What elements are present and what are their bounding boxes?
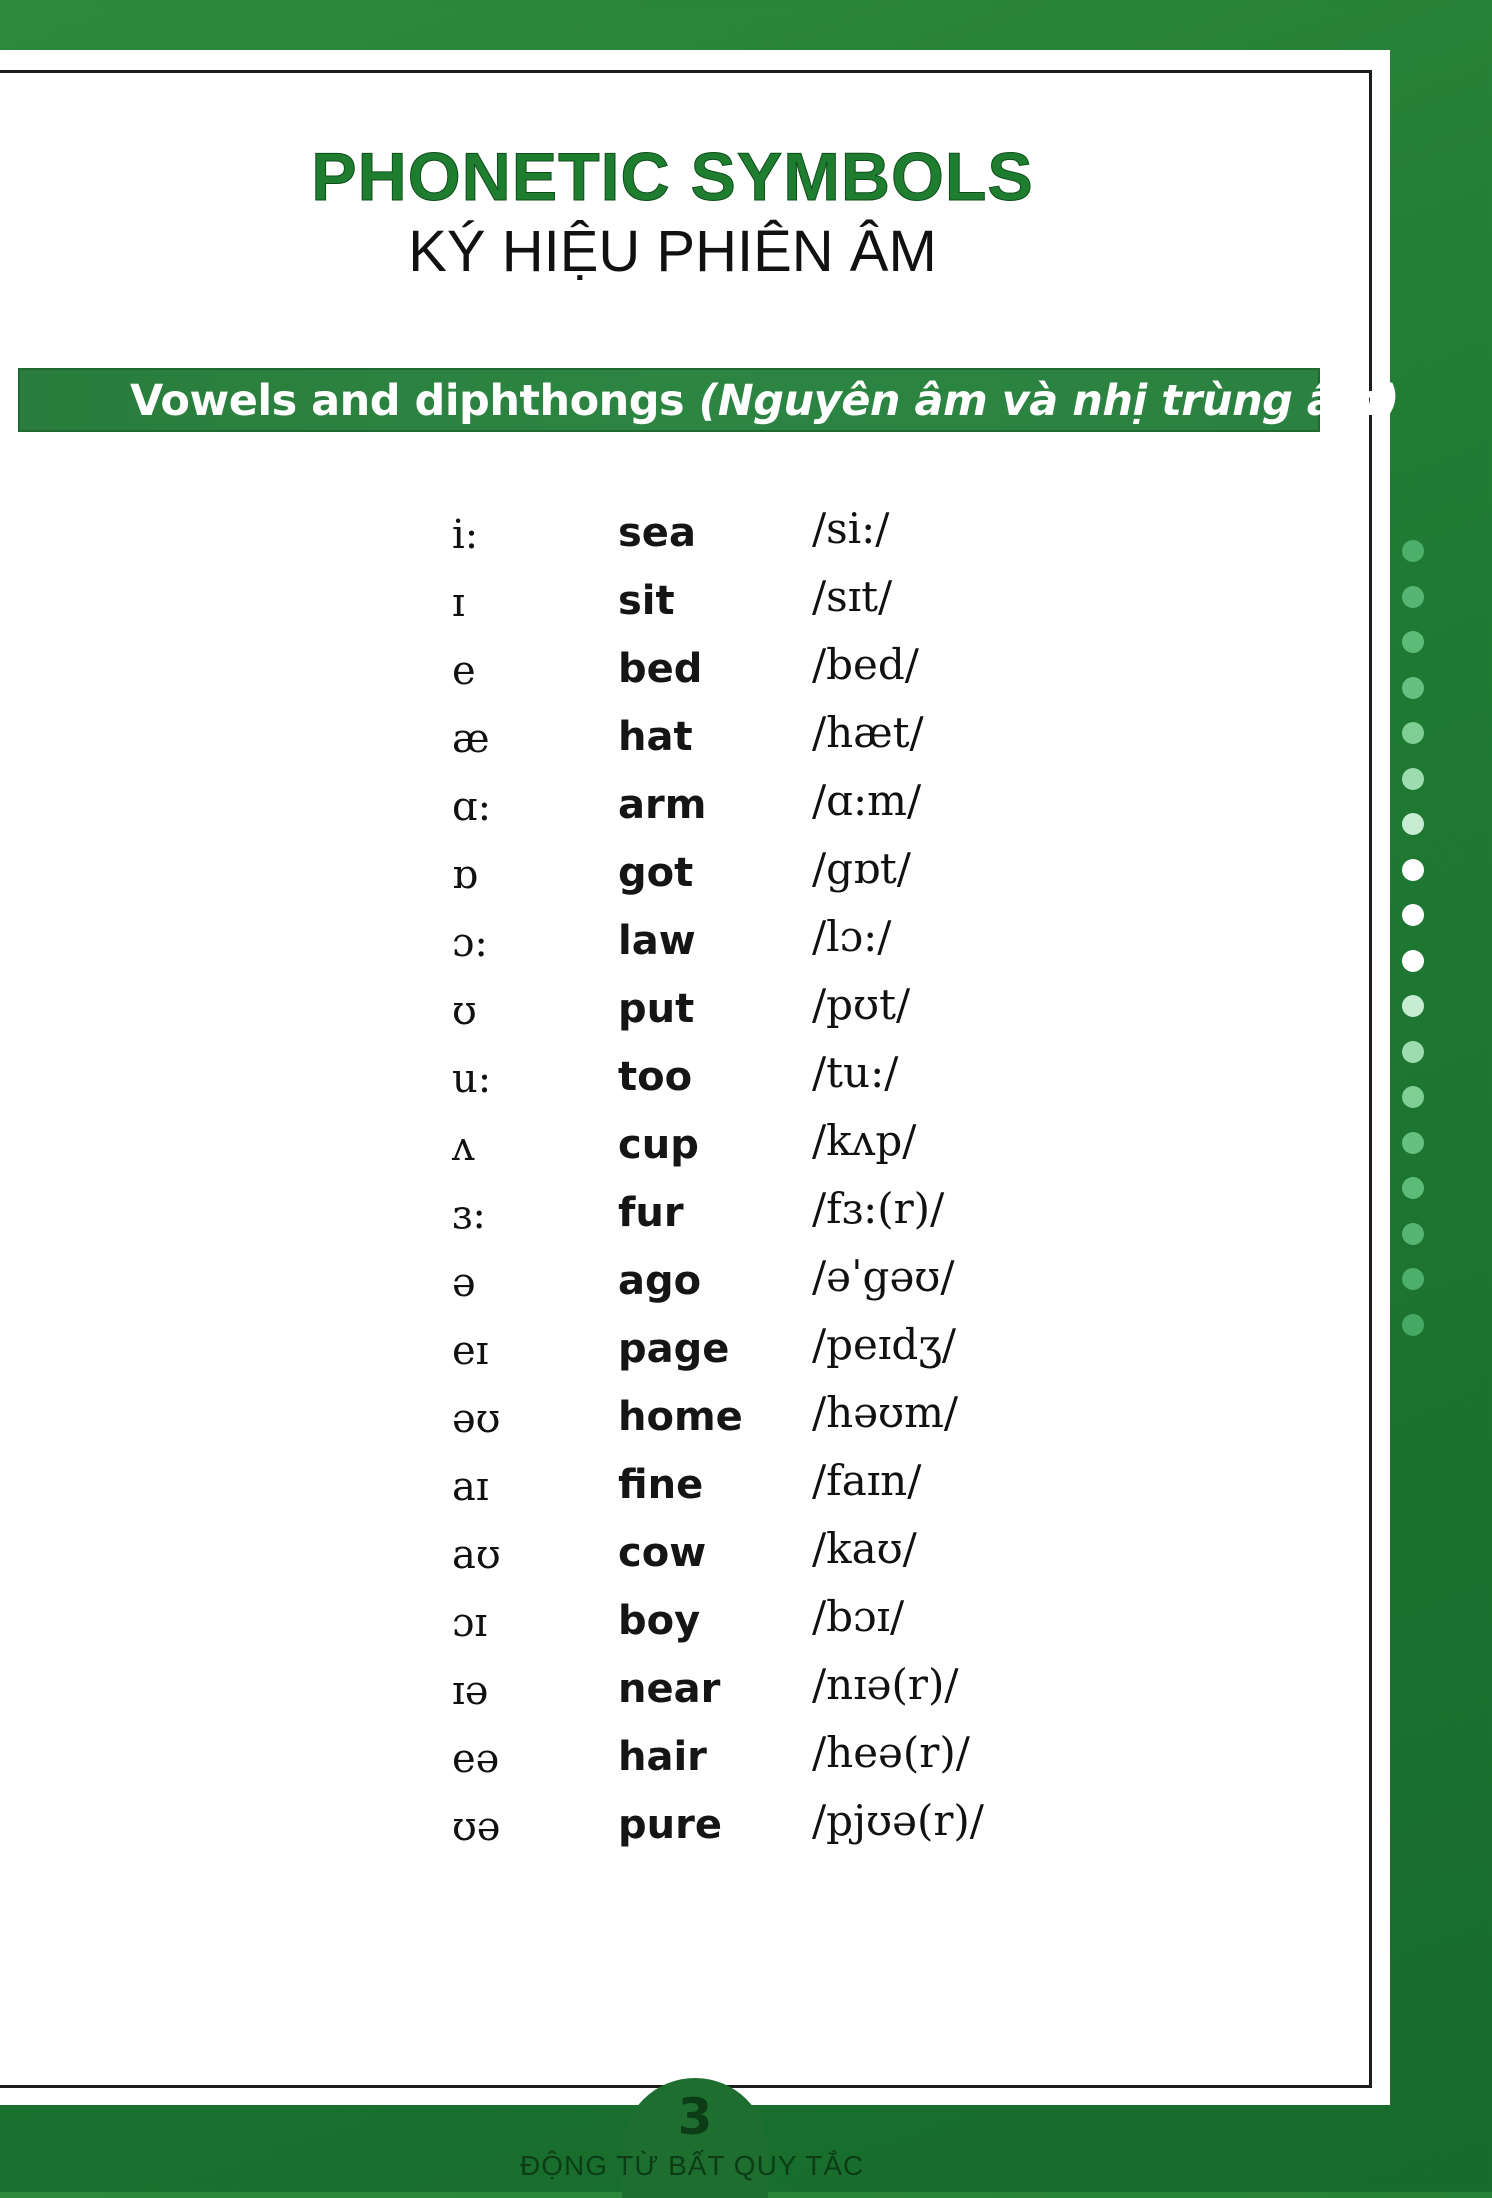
example-word: cup (618, 1122, 699, 1168)
ipa-transcription: /fɜ:(r)/ (812, 1184, 945, 1233)
vowel-row (450, 1048, 1150, 1116)
phonetic-symbol: ʊə (452, 1804, 501, 1850)
decorative-dot (1402, 859, 1424, 881)
ipa-transcription: /bɔɪ/ (812, 1592, 905, 1641)
decorative-dot (1402, 631, 1424, 653)
section-header-text (130, 376, 1399, 426)
decorative-dot (1402, 1086, 1424, 1108)
ipa-transcription: /pʊt/ (812, 980, 911, 1029)
example-word: sit (618, 578, 675, 624)
ipa-transcription: /heə(r)/ (812, 1728, 970, 1777)
ipa-transcription: /nɪə(r)/ (812, 1660, 959, 1709)
ipa-transcription: /hæt/ (812, 708, 924, 757)
example-word: bed (618, 646, 703, 692)
decorative-dot (1402, 950, 1424, 972)
phonetic-symbol: ʊ (452, 988, 477, 1034)
decorative-dot (1402, 768, 1424, 790)
decorative-dot (1402, 540, 1424, 562)
phonetic-symbol: eɪ (452, 1328, 489, 1374)
ipa-transcription: /lɔ:/ (812, 912, 892, 961)
example-word: law (618, 918, 696, 964)
example-word: too (618, 1054, 693, 1100)
section-header-bar (18, 368, 1399, 432)
decorative-dot (1402, 1132, 1424, 1154)
example-word: ago (618, 1258, 702, 1304)
phonetic-symbol: eə (452, 1736, 500, 1782)
vowel-row (450, 1388, 1150, 1456)
decorative-dot (1402, 1223, 1424, 1245)
example-word: home (618, 1394, 743, 1440)
white-page (0, 50, 1399, 2105)
example-word: fur (618, 1190, 684, 1236)
phonetic-symbol: aɪ (452, 1464, 489, 1510)
page-title: PHONETIC SYMBOLS (311, 139, 1034, 215)
ipa-transcription: /kʌp/ (812, 1116, 917, 1165)
page-number: 3 (677, 2088, 713, 2146)
ipa-transcription: /bed/ (812, 640, 919, 689)
phonetic-symbol: ɪə (452, 1668, 489, 1714)
decorative-dot (1402, 1314, 1424, 1336)
example-word: hair (618, 1734, 707, 1780)
example-word: hat (618, 714, 693, 760)
vowel-row (450, 776, 1150, 844)
decorative-dot (1402, 586, 1424, 608)
vowel-row (450, 1252, 1150, 1320)
vowel-row (450, 980, 1150, 1048)
example-word: arm (618, 782, 707, 828)
vowel-row (450, 640, 1150, 708)
vowel-row (450, 1728, 1150, 1796)
example-word: fine (618, 1462, 704, 1508)
section-title-vi: (Nguyên âm và nhị trùng âm) (698, 376, 1399, 426)
ipa-transcription: /gɒt/ (812, 844, 911, 893)
phonetic-symbol: ɪ (452, 580, 465, 626)
vowel-row (450, 1320, 1150, 1388)
decorative-dot (1402, 1177, 1424, 1199)
decorative-dot-column (1402, 540, 1442, 1359)
phonetic-symbol: ɜ: (452, 1192, 486, 1238)
phonetic-symbol: ɔɪ (452, 1600, 488, 1646)
vowel-row (450, 1796, 1150, 1864)
ipa-transcription: /tu:/ (812, 1048, 899, 1097)
vowel-table (450, 504, 1150, 1864)
phonetic-symbol: əʊ (452, 1396, 501, 1442)
ipa-transcription: /peɪdʒ/ (812, 1320, 957, 1369)
example-word: near (618, 1666, 721, 1712)
example-word: cow (618, 1530, 707, 1576)
decorative-dot (1402, 904, 1424, 926)
example-word: got (618, 850, 694, 896)
vowel-row (450, 844, 1150, 912)
phonetic-symbol: æ (452, 716, 490, 762)
ipa-transcription: /kaʊ/ (812, 1524, 917, 1573)
phonetic-symbol: ɔ: (452, 920, 488, 966)
ipa-transcription: /pjʊə(r)/ (812, 1796, 984, 1845)
vowel-row (450, 1524, 1150, 1592)
ipa-transcription: /ɑ:m/ (812, 776, 922, 825)
phonetic-symbol: ə (452, 1260, 476, 1306)
ipa-transcription: /həʊm/ (812, 1388, 959, 1437)
vowel-row (450, 708, 1150, 776)
vowel-row (450, 572, 1150, 640)
decorative-dot (1402, 1041, 1424, 1063)
ipa-transcription: /faɪn/ (812, 1456, 922, 1505)
decorative-dot (1402, 813, 1424, 835)
footer-book-title: ĐỘNG TỪ BẤT QUY TẮC (520, 2150, 865, 2181)
vowel-row (450, 504, 1150, 572)
example-word: boy (618, 1598, 701, 1644)
page-subtitle: KÝ HIỆU PHIÊN ÂM (408, 219, 937, 284)
phonetic-symbol: aʊ (452, 1532, 501, 1578)
example-word: pure (618, 1802, 722, 1848)
ipa-transcription: /sɪt/ (812, 572, 893, 621)
ipa-transcription: /si:/ (812, 504, 890, 553)
vowel-row (450, 912, 1150, 980)
vowel-row (450, 1456, 1150, 1524)
example-word: put (618, 986, 695, 1032)
decorative-dot (1402, 1268, 1424, 1290)
ipa-transcription: /əˈgəʊ/ (812, 1252, 955, 1301)
phonetic-symbol: ɑ: (452, 784, 492, 830)
example-word: sea (618, 510, 696, 556)
phonetic-symbol: ʌ (452, 1124, 475, 1170)
phonetic-symbol: i: (452, 512, 479, 558)
decorative-dot (1402, 995, 1424, 1017)
phonetic-symbol: ɒ (452, 852, 478, 898)
example-word: page (618, 1326, 730, 1372)
vowel-row (450, 1116, 1150, 1184)
phonetic-symbol: u: (452, 1056, 492, 1102)
decorative-dot (1402, 722, 1424, 744)
vowel-row (450, 1184, 1150, 1252)
section-title-en: Vowels and diphthongs (130, 376, 685, 426)
vowel-row (450, 1660, 1150, 1728)
phonetic-symbol: e (452, 648, 476, 694)
decorative-dot (1402, 677, 1424, 699)
vowel-row (450, 1592, 1150, 1660)
